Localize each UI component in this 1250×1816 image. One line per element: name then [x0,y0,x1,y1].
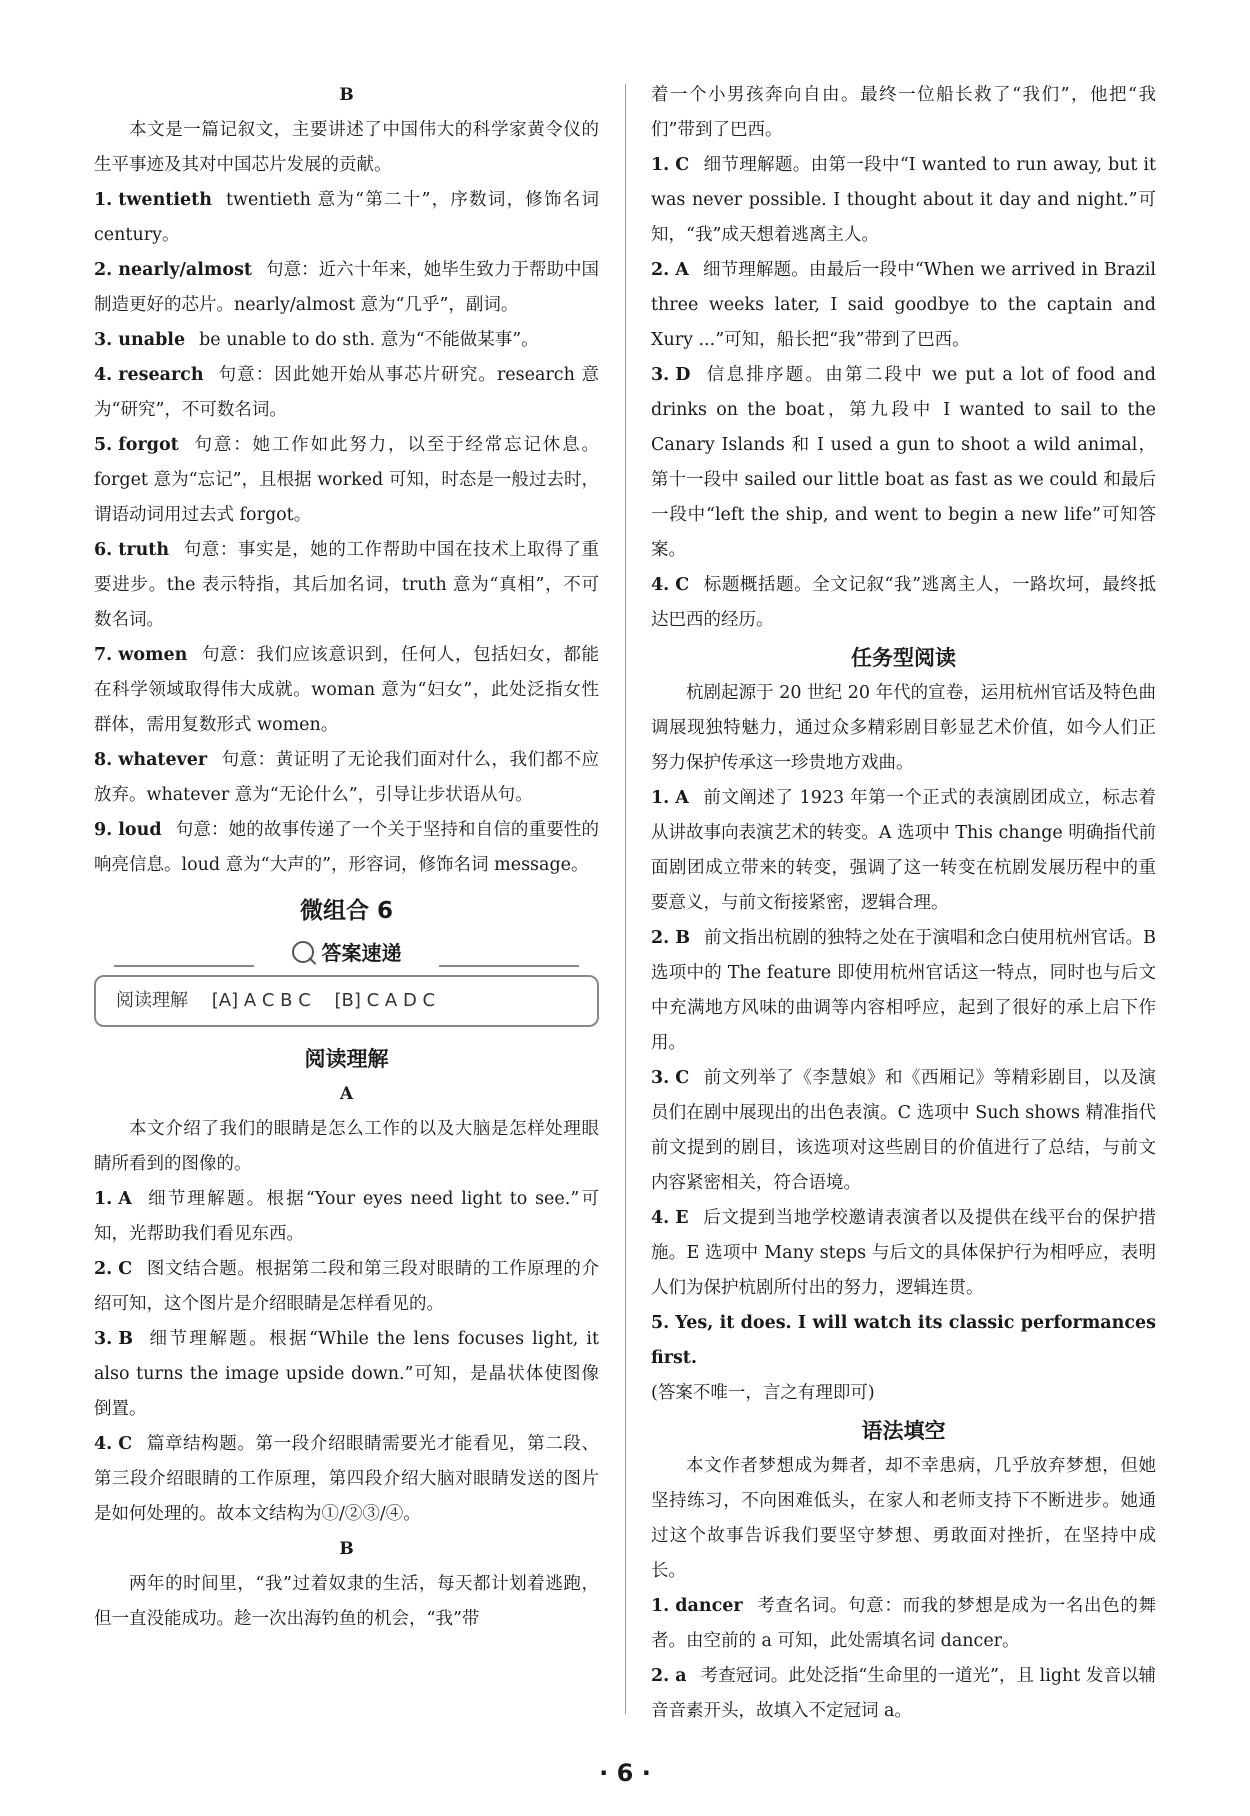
intro-b2: 两年的时间里，“我”过着奴隶的生活，每天都计划着逃跑，但一直没能成功。趁一次出海钓鱼的机会，“我”带 [94,1574,599,1629]
answer-item: 2. C 图文结合题。根据第二段和第三段对眼睛的工作原理的介绍可知，这个图片是介绍眼睛是怎样看见的。 [94,1259,599,1314]
grammar-intro: 本文作者梦想成为舞者，却不幸患病，几乎放弃梦想，但她坚持练习，不向困难低头，在家人和老师支持下不断进步。她通过这个故事告诉我们要坚守梦想、勇敢面对挫折，在坚持中成长。 [651,1456,1156,1581]
answer-item: 8. whatever 句意：黄证明了无论我们面对什么，我们都不应放弃。whatever 意为“无论什么”，引导让步状语从句。 [94,750,599,805]
task-intro: 杭剧起源于 20 世纪 20 年代的宣卷，运用杭州官话及特色曲调展现独特魅力，通过众多精彩剧目彰显艺术价值，如今人们正努力保护传承这一珍贵地方戏曲。 [651,683,1156,773]
page-number: · 6 · [599,1759,651,1787]
answer-item: 6. truth 句意：事实是，她的工作帮助中国在技术上取得了重要进步。the 表示特指，其后加名词，truth 意为“真相”，不可数名词。 [94,540,599,630]
answer-item: 3. C 前文列举了《李慧娘》和《西厢记》等精彩剧目，以及演员们在剧中展现出的出色表演。C 选项中 Such shows 精准指代前文提到的剧目，该选项对这些剧目的价值进行了总结，与前文内容紧密相关，符合语境。 [651,1068,1156,1193]
intro-a: 本文介绍了我们的眼睛是怎么工作的以及大脑是怎样处理眼睛所看到的图像的。 [94,1119,599,1174]
column-divider [625,84,626,1714]
quick-answer-box [94,975,599,1027]
quick-answer-title: 答案速递 [321,941,402,965]
section-label-b2: B [339,1539,354,1559]
answer-item: 5. forgot 句意：她工作如此努力，以至于经常忘记休息。forget 意为“忘记”，且根据 worked 可知，时态是一般过去时，谓语动词用过去式 forgot。 [94,435,599,525]
answer-item: 2. B 前文指出杭剧的独特之处在于演唱和念白使用杭州官话。B 选项中的 The feature 即使用杭州官话这一特点，同时也与后文中充满地方风味的曲调等内容相呼应，起到了很好的承上启下作用。 [651,928,1156,1053]
quick-answer-b: [B] C A D C [334,990,436,1011]
magnifier-icon [292,941,314,963]
left-column [94,78,599,1637]
answer-item: 7. women 句意：我们应该意识到，任何人，包括妇女，都能在科学领域取得伟大成就。woman 意为“妇女”，此处泛指女性群体，需用复数形式 women。 [94,645,599,735]
answer-item: 4. C 标题概括题。全文记叙“我”逃离主人，一路坎坷，最终抵达巴西的经历。 [651,575,1156,630]
answer-item: 1. twentieth twentieth 意为“第二十”，序数词，修饰名词 century。 [94,190,599,245]
section-label-b: B [339,85,354,105]
task-reading-title: 任务型阅读 [851,646,956,670]
answer-item: 2. a 考查冠词。此处泛指“生命里的一道光”，且 light 发音以辅音音素开头，故填入不定冠词 a。 [651,1666,1156,1721]
intro-b: 本文是一篇记叙文，主要讲述了中国伟大的科学家黄令仪的生平事迹及其对中国芯片发展的贡献。 [94,120,599,175]
answer-item: 3. unable be unable to do sth. 意为“不能做某事”。 [94,330,539,350]
quick-answer-a: [A] A C B C [211,990,311,1011]
answer-item: 4. C 篇章结构题。第一段介绍眼睛需要光才能看见，第二段、第三段介绍眼睛的工作原理，第四段介绍大脑对眼睛发送的图片是如何处理的。故本文结构为①/②③/④。 [94,1434,599,1524]
answer-item: 2. A 细节理解题。由最后一段中“When we arrived in Brazil three weeks later, I said goodbye to the captain and Xury ...”可知，船长把“我”带到了巴西。 [651,260,1156,350]
answer-item: 1. dancer 考查名词。句意：而我的梦想是成为一名出色的舞者。由空前的 a 可知，此处需填名词 dancer。 [651,1596,1156,1651]
header-rule-right [439,965,579,967]
quick-answer-label: 阅读理解 [116,990,188,1011]
answer-item: 4. E 后文提到当地学校邀请表演者以及提供在线平台的保护措施。E 选项中 Many steps 与后文的具体保护行为相呼应，表明人们为保护杭剧所付出的努力，逻辑连贯。 [651,1208,1156,1298]
intro-continued: 着一个小男孩奔向自由。最终一位船长救了“我们”，他把“我们”带到了巴西。 [651,85,1156,140]
section-label-a: A [339,1084,354,1104]
answer-item: 2. nearly/almost 句意：近六十年来，她毕生致力于帮助中国制造更好的芯片。nearly/almost 意为“几乎”，副词。 [94,260,599,315]
answer-item: 3. D 信息排序题。由第二段中 we put a lot of food and drinks on the boat，第九段中 I wanted to sail to the Canary Islands 和 I used a gun to shoot a wild animal，第十一段中 sailed our little boat as fast as we could 和最后一段中“left the ship, and went to begin a new life”可知答案。 [651,365,1156,560]
right-column [651,78,1156,1729]
answer-item: 4. research 句意：因此她开始从事芯片研究。research 意为“研究”，不可数名词。 [94,365,599,420]
answer-item: 1. C 细节理解题。由第一段中“I wanted to run away, but it was never possible. I thought about it day and night.”可知，“我”成天想着逃离主人。 [651,155,1156,245]
reading-title: 阅读理解 [304,1047,389,1071]
answer-item: 9. loud 句意：她的故事传递了一个关于坚持和自信的重要性的响亮信息。loud 意为“大声的”，形容词，修饰名词 message。 [94,820,599,875]
combo-title: 微组合 6 [299,898,393,924]
grammar-title: 语法填空 [861,1419,946,1443]
answer-item: 1. A 细节理解题。根据“Your eyes need light to see.”可知，光帮助我们看见东西。 [94,1189,599,1244]
answer-item: 3. B 细节理解题。根据“While the lens focuses light, it also turns the image upside down.”可知，是晶状体使图像倒置。 [94,1329,599,1419]
answer-note: (答案不唯一，言之有理即可) [651,1383,875,1403]
answer-item-open: 5. Yes, it does. I will watch its classic performances first. [651,1313,1156,1368]
answer-item: 1. A 前文阐述了 1923 年第一个正式的表演剧团成立，标志着从讲故事向表演艺术的转变。A 选项中 This change 明确指代前面剧团成立带来的转变，强调了这一转变在杭剧发展历程中的重要意义，与前文衔接紧密，逻辑合理。 [651,788,1156,913]
quick-answer-header [94,935,599,975]
